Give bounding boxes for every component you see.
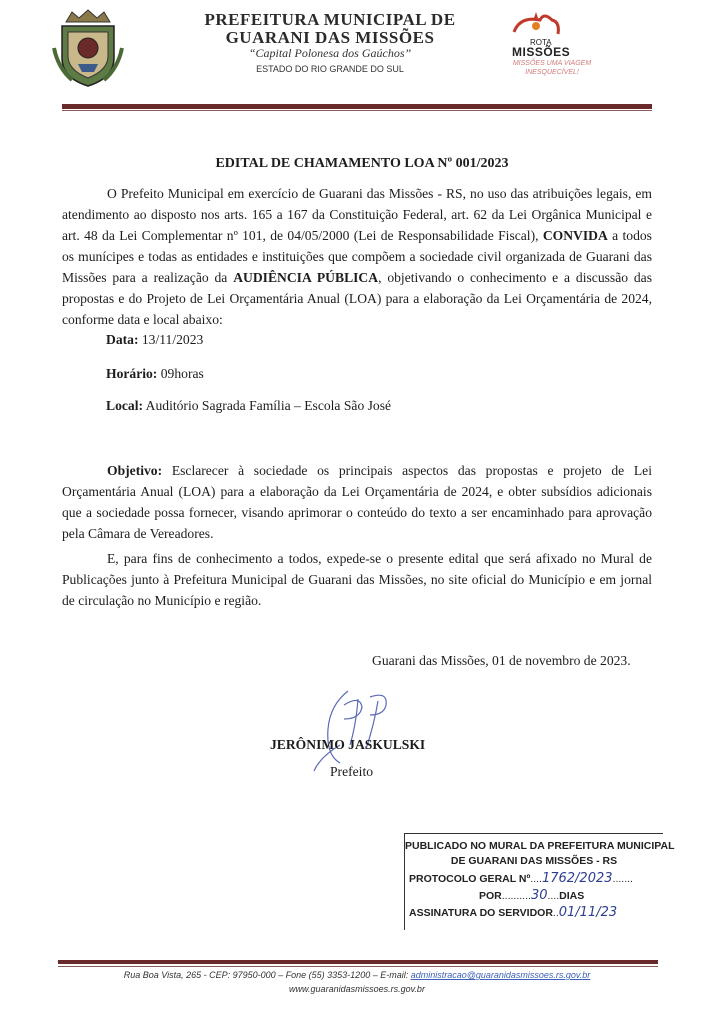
event-time-field — [106, 366, 204, 382]
audiencia-publica-keyword: AUDIÊNCIA PÚBLICA — [233, 270, 379, 285]
por-label: POR — [479, 890, 502, 902]
footer-divider-thin — [58, 966, 658, 967]
footer-divider — [58, 960, 658, 964]
rota-logo-word1: ROTA — [530, 38, 552, 47]
intro-text-2: a todos os munícipes e todas as entidades e instituições que compõem a sociedade civil organizada de Guarani das Missões para a realização da — [62, 228, 652, 285]
date-value: 13/11/2023 — [141, 332, 204, 347]
signer-name: JERÔNIMO JASKULSKI — [270, 737, 426, 752]
place-label: Local: — [106, 398, 143, 413]
footer-address-text: Rua Boa Vista, 265 - CEP: 97950-000 – Fone (55) 3353-1200 – E-mail: — [123, 970, 411, 980]
handwritten-signature-icon — [300, 685, 420, 775]
signature-value: 01/11/23 — [558, 905, 618, 920]
event-date-field — [106, 332, 203, 348]
time-label: Horário: — [106, 366, 158, 381]
footer-website[interactable]: www.guaranidasmissoes.rs.gov.br — [289, 984, 425, 994]
rota-slogan-line2: INESQUECÍVEL! — [525, 69, 579, 76]
header-divider — [62, 104, 652, 109]
objective-paragraph — [62, 460, 652, 544]
stamp-signature-row: ASSINATURA DO SERVIDOR..01/11/23 — [409, 905, 618, 920]
event-place-field — [106, 398, 391, 414]
protocol-value: 1762/2023 — [541, 871, 613, 886]
signature-label: ASSINATURA DO SERVIDOR — [409, 907, 553, 919]
stamp-period-row: POR..........30....DIAS — [479, 888, 585, 903]
rota-logo-word2: MISSÕES — [512, 45, 571, 59]
place-and-date: Guarani das Missões, 01 de novembro de 2023. — [372, 653, 631, 668]
por-value: 30 — [530, 888, 548, 903]
header-divider-thin — [62, 110, 652, 111]
date-label: Data: — [106, 332, 139, 347]
rota-slogan-line1: MISSÕES UMA VIAGEM — [512, 60, 592, 67]
convida-keyword: CONVIDA — [542, 228, 608, 243]
signer-role: Prefeito — [330, 764, 374, 779]
footer-email-link[interactable]: administracao@guaranidasmissoes.rs.gov.br — [410, 970, 591, 980]
place-value: Auditório Sagrada Família – Escola São José — [145, 398, 392, 413]
header-state: ESTADO DO RIO GRANDE DO SUL — [256, 64, 404, 74]
closing-paragraph: E, para fins de conhecimento a todos, expede-se o presente edital que será afixado no Mural de Publicações junto à Prefeitura Municipal de Guarani das Missões, no site oficial do Município e em jornal de circulação no Município e região. — [62, 551, 652, 608]
protocol-label: PROTOCOLO GERAL Nº — [409, 873, 531, 885]
stamp-line2: DE GUARANI DAS MISSÕES - RS — [450, 855, 618, 867]
objective-label: Objetivo: — [107, 463, 163, 478]
time-value: 09horas — [160, 366, 204, 381]
stamp-line1: PUBLICADO NO MURAL DA PREFEITURA MUNICIPAL — [405, 840, 675, 852]
dias-label: DIAS — [559, 890, 585, 902]
municipal-coat-of-arms-icon — [52, 8, 124, 90]
intro-text-1: O Prefeito Municipal em exercício de Guarani das Missões - RS, no uso das atribuições legais, em atendimento ao disposto nos arts. 165 a 167 da Constituição Federal, art. 62 da Lei Orgânica Municipal e art. 48 da Lei Complementar nº 101, de 04/05/2000 (Lei de Responsabilidade Fiscal), — [62, 186, 652, 243]
intro-paragraph — [62, 183, 652, 330]
header-motto: “Capital Polonesa dos Gaúchos” — [248, 46, 412, 60]
publication-stamp — [404, 833, 675, 930]
objective-text: Esclarecer à sociedade os principais aspectos das propostas e projeto de Lei Orçamentária Anual (LOA) para a elaboração da Lei Orçamentária de 2024, e obter subsídios adicionais que a sociedade possa fornecer, visando aprimorar o conteúdo do texto a ser encaminhado para aprovação pela Câmara de Vereadores. — [62, 463, 652, 541]
document-title: EDITAL DE CHAMAMENTO LOA Nº 001/2023 — [215, 156, 509, 171]
header-title-line1: PREFEITURA MUNICIPAL DE — [204, 10, 456, 29]
header-title-line2: GUARANI DAS MISSÕES — [225, 28, 435, 47]
footer-address — [62, 970, 652, 980]
stamp-protocol-row: PROTOCOLO GERAL Nº....1762/2023....... — [409, 871, 633, 886]
intro-text-3: , objetivando o conhecimento e a discussão das propostas e do Projeto de Lei Orçamentária Anual (LOA) para a elaboração da Lei Orçamentária de 2024, conforme data e local abaixo: — [62, 270, 653, 327]
